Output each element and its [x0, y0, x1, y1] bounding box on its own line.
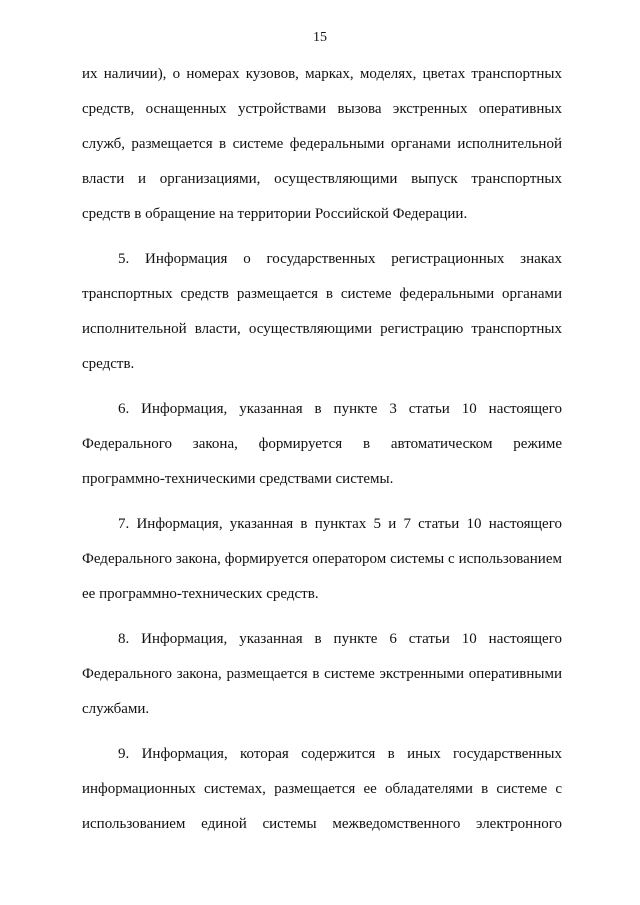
paragraph-item-6: 6. Информация, указанная в пункте 3 статьи 10 настоящего Федерального закона, формируется в автоматическом режиме программно-техническими средствами системы. — [82, 401, 562, 487]
paragraph-item-8: 8. Информация, указанная в пункте 6 статьи 10 настоящего Федерального закона, размещается в системе экстренными оперативными службами. — [82, 631, 562, 717]
paragraph-item-7: 7. Информация, указанная в пунктах 5 и 7 статьи 10 настоящего Федерального закона, формируется оператором системы с использованием ее программно-технических средств. — [82, 516, 562, 602]
paragraph-item-5: 5. Информация о государственных регистрационных знаках транспортных средств размещается в системе федеральными органами исполнительной власти, осуществляющими регистрацию транспортных средств. — [82, 251, 562, 372]
page-number: 15 — [313, 30, 327, 45]
paragraph-continuation: их наличии), о номерах кузовов, марках, моделях, цветах транспортных средств, оснащенных устройствами вызова экстренных оперативных служб, размещается в системе федеральными органами исполнительной власти и организациями, осуществляющими выпуск транспортных средств в обращение на территории Российской Федерации. — [82, 66, 562, 222]
paragraph-item-9: 9. Информация, которая содержится в иных государственных информационных системах, размещается ее обладателями в системе с использованием единой системы межведомственного электронного — [82, 746, 562, 832]
document-body — [82, 57, 562, 852]
